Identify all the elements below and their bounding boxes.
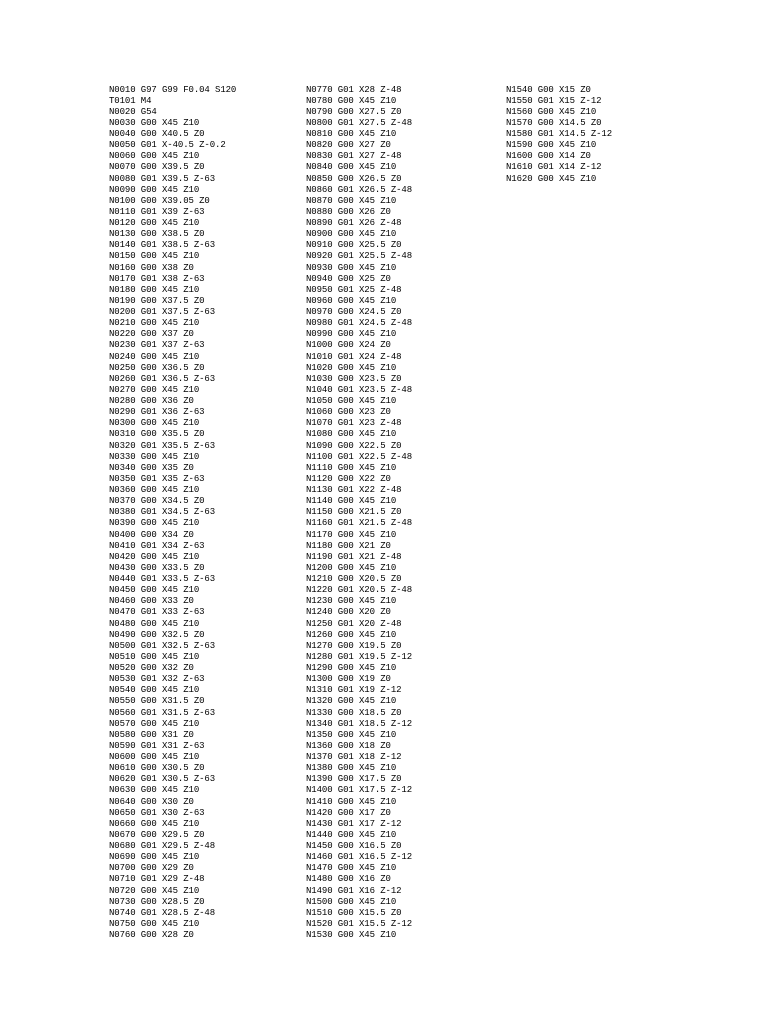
code-line: N0600 G00 X45 Z10 (109, 752, 200, 762)
code-line: N0730 G00 X28.5 Z0 (109, 896, 205, 907)
code-line: N0070 G00 X39.5 Z0 (109, 162, 205, 173)
code-line: N0880 G00 X26 Z0 (306, 206, 391, 217)
code-line: N0320 G01 X35.5 Z-63 (109, 440, 216, 451)
code-line: N0300 G00 X45 Z10 (109, 418, 200, 429)
code-line: N0640 G00 X30 Z0 (109, 796, 194, 807)
code-line: N1150 G00 X21.5 Z0 (306, 507, 402, 518)
code-line: N1120 G00 X22 Z0 (306, 473, 391, 484)
code-line: N0050 G01 X-40.5 Z-0.2 (109, 140, 226, 151)
code-line: N1440 G00 X45 Z10 (306, 829, 397, 840)
code-line: N1010 G01 X24 Z-48 (306, 351, 402, 362)
code-line: N1560 G00 X45 Z10 (506, 106, 597, 117)
code-line: N0020 G54 (109, 106, 157, 117)
code-line: N0830 G01 X27 Z-48 (306, 151, 402, 162)
code-line: N1170 G00 X45 Z10 (306, 529, 397, 540)
code-line: N0120 G00 X45 Z10 (109, 218, 200, 228)
code-line: N0060 G00 X45 Z10 (109, 151, 200, 162)
code-line: N0150 G00 X45 Z10 (109, 251, 200, 262)
code-line: N0160 G00 X38 Z0 (109, 262, 194, 273)
code-line: N1210 G00 X20.5 Z0 (306, 574, 402, 584)
code-line: N1130 G01 X22 Z-48 (306, 485, 402, 495)
code-line: N1430 G01 X17 Z-12 (306, 818, 402, 829)
code-line: N0630 G00 X45 Z10 (109, 785, 200, 796)
code-line: N0790 G00 X27.5 Z0 (306, 106, 402, 117)
code-line: N0940 G00 X25 Z0 (306, 273, 391, 284)
code-line: N0590 G01 X31 Z-63 (109, 740, 205, 751)
code-line: N0980 G01 X24.5 Z-48 (306, 318, 413, 329)
code-line: N1600 G00 X14 Z0 (506, 151, 591, 162)
code-line: N1580 G01 X14.5 Z-12 (506, 129, 613, 139)
code-line: N0970 G00 X24.5 Z0 (306, 307, 402, 317)
code-line: N0470 G01 X33 Z-63 (109, 607, 205, 618)
code-line: N0530 G01 X32 Z-63 (109, 674, 205, 685)
code-line: N1020 G00 X45 Z10 (306, 362, 397, 373)
code-line: N0550 G00 X31.5 Z0 (109, 696, 205, 707)
code-line: N0310 G00 X35.5 Z0 (109, 429, 205, 440)
code-line: N0820 G00 X27 Z0 (306, 140, 391, 151)
code-line: N0040 G00 X40.5 Z0 (109, 129, 205, 139)
code-line: N0990 G00 X45 Z10 (306, 329, 397, 340)
code-line: N0240 G00 X45 Z10 (109, 351, 200, 362)
code-line: N0450 G00 X45 Z10 (109, 585, 200, 596)
code-line: N1030 G00 X23.5 Z0 (306, 373, 402, 384)
code-line: N0860 G01 X26.5 Z-48 (306, 184, 413, 195)
code-line: N0710 G01 X29 Z-48 (109, 874, 205, 885)
code-line: N0890 G01 X26 Z-48 (306, 218, 402, 228)
code-line: N0030 G00 X45 Z10 (109, 117, 200, 128)
code-line: N1110 G00 X45 Z10 (306, 462, 397, 473)
code-line: N0340 G00 X35 Z0 (109, 462, 194, 473)
code-line: N0900 G00 X45 Z10 (306, 229, 397, 240)
code-line: N1280 G01 X19.5 Z-12 (306, 651, 413, 662)
code-line: N0170 G01 X38 Z-63 (109, 273, 205, 284)
code-line: N0810 G00 X45 Z10 (306, 129, 397, 139)
code-line: N0540 G00 X45 Z10 (109, 685, 200, 696)
code-line: N1340 G01 X18.5 Z-12 (306, 718, 413, 729)
code-line: N0670 G00 X29.5 Z0 (109, 829, 205, 840)
code-line: N0140 G01 X38.5 Z-63 (109, 240, 216, 251)
code-line: N1240 G00 X20 Z0 (306, 607, 391, 618)
code-line: N0910 G00 X25.5 Z0 (306, 240, 402, 251)
code-line: N0510 G00 X45 Z10 (109, 651, 200, 662)
code-line: N0660 G00 X45 Z10 (109, 818, 200, 829)
code-line: N0560 G01 X31.5 Z-63 (109, 707, 216, 718)
code-line: N1100 G01 X22.5 Z-48 (306, 451, 413, 462)
code-line: N1460 G01 X16.5 Z-12 (306, 852, 413, 863)
code-line: N1500 G00 X45 Z10 (306, 896, 397, 907)
code-line: N0270 G00 X45 Z10 (109, 384, 200, 395)
code-line: N1070 G01 X23 Z-48 (306, 418, 402, 429)
code-line: N0650 G01 X30 Z-63 (109, 807, 205, 818)
code-line: N1040 G01 X23.5 Z-48 (306, 384, 413, 395)
code-line: N1470 G00 X45 Z10 (306, 863, 397, 874)
code-line: N1250 G01 X20 Z-48 (306, 618, 402, 629)
code-line: N1540 G00 X15 Z0 (506, 84, 591, 95)
code-line: N1000 G00 X24 Z0 (306, 340, 391, 351)
code-line: N1390 G00 X17.5 Z0 (306, 774, 402, 785)
code-line: N0420 G00 X45 Z10 (109, 551, 200, 562)
code-line: N0290 G01 X36 Z-63 (109, 407, 205, 418)
code-line: N0080 G01 X39.5 Z-63 (109, 173, 216, 184)
code-line: N1060 G00 X23 Z0 (306, 407, 391, 418)
code-line: N0740 G01 X28.5 Z-48 (109, 907, 216, 918)
code-line: N0720 G00 X45 Z10 (109, 885, 200, 896)
code-line: N0390 G00 X45 Z10 (109, 518, 200, 529)
code-line: N0220 G00 X37 Z0 (109, 329, 194, 340)
code-line: N0960 G00 X45 Z10 (306, 295, 397, 306)
code-line: N0780 G00 X45 Z10 (306, 95, 397, 106)
code-column-2 (306, 85, 412, 942)
code-line: N0100 G00 X39.05 Z0 (109, 195, 210, 206)
code-line: N1330 G00 X18.5 Z0 (306, 707, 402, 718)
code-line: N0260 G01 X36.5 Z-63 (109, 373, 216, 384)
code-line: N0760 G00 X28 Z0 (109, 930, 194, 940)
code-line: N1300 G00 X19 Z0 (306, 674, 391, 685)
code-line: N1090 G00 X22.5 Z0 (306, 440, 402, 451)
code-line: N0370 G00 X34.5 Z0 (109, 496, 205, 507)
code-line: N0700 G00 X29 Z0 (109, 863, 194, 874)
code-line: N1260 G00 X45 Z10 (306, 629, 397, 640)
code-line: N0230 G01 X37 Z-63 (109, 340, 205, 351)
code-line: N1410 G00 X45 Z10 (306, 796, 397, 807)
code-line: N1380 G00 X45 Z10 (306, 763, 397, 774)
code-line: N1180 G00 X21 Z0 (306, 540, 391, 551)
code-line: N1550 G01 X15 Z-12 (506, 95, 602, 106)
code-line: N0690 G00 X45 Z10 (109, 852, 200, 863)
code-line: N0250 G00 X36.5 Z0 (109, 362, 205, 373)
code-column-1 (109, 85, 236, 942)
code-line: N1160 G01 X21.5 Z-48 (306, 518, 413, 529)
code-line: N1480 G00 X16 Z0 (306, 874, 391, 885)
code-line: N1590 G00 X45 Z10 (506, 140, 597, 151)
code-line: N0190 G00 X37.5 Z0 (109, 295, 205, 306)
code-line: N1320 G00 X45 Z10 (306, 696, 397, 707)
code-line: N1220 G01 X20.5 Z-48 (306, 585, 413, 596)
code-line: N0610 G00 X30.5 Z0 (109, 763, 205, 774)
code-column-3 (506, 85, 612, 185)
code-line: N1270 G00 X19.5 Z0 (306, 640, 402, 651)
code-line: N0840 G00 X45 Z10 (306, 162, 397, 173)
code-line: N1050 G00 X45 Z10 (306, 396, 397, 406)
code-line: N0950 G01 X25 Z-48 (306, 284, 402, 295)
code-line: N0870 G00 X45 Z10 (306, 195, 397, 206)
code-line: N1620 G00 X45 Z10 (506, 173, 597, 184)
code-line: N1520 G01 X15.5 Z-12 (306, 918, 413, 929)
code-line: N1370 G01 X18 Z-12 (306, 752, 402, 762)
code-line: N1510 G00 X15.5 Z0 (306, 907, 402, 918)
code-line: N1230 G00 X45 Z10 (306, 596, 397, 607)
code-line: N0490 G00 X32.5 Z0 (109, 629, 205, 640)
code-line: N0570 G00 X45 Z10 (109, 718, 200, 729)
code-line: N0440 G01 X33.5 Z-63 (109, 574, 216, 584)
code-line: T0101 M4 (109, 95, 152, 106)
code-line: N0400 G00 X34 Z0 (109, 529, 194, 540)
code-line: N0380 G01 X34.5 Z-63 (109, 507, 216, 518)
code-line: N1310 G01 X19 Z-12 (306, 685, 402, 696)
code-line: N0010 G97 G99 F0.04 S120 (109, 84, 237, 95)
code-line: N0800 G01 X27.5 Z-48 (306, 117, 413, 128)
code-line: N0500 G01 X32.5 Z-63 (109, 640, 216, 651)
code-line: N1350 G00 X45 Z10 (306, 729, 397, 740)
code-line: N0850 G00 X26.5 Z0 (306, 173, 402, 184)
code-line: N1080 G00 X45 Z10 (306, 429, 397, 440)
code-line: N0930 G00 X45 Z10 (306, 262, 397, 273)
code-line: N0520 G00 X32 Z0 (109, 663, 194, 673)
code-line: N1450 G00 X16.5 Z0 (306, 841, 402, 851)
code-line: N0410 G01 X34 Z-63 (109, 540, 205, 551)
code-line: N0130 G00 X38.5 Z0 (109, 229, 205, 240)
code-line: N1490 G01 X16 Z-12 (306, 885, 402, 896)
code-line: N0460 G00 X33 Z0 (109, 596, 194, 607)
code-line: N1200 G00 X45 Z10 (306, 562, 397, 573)
code-line: N1140 G00 X45 Z10 (306, 496, 397, 507)
code-line: N1570 G00 X14.5 Z0 (506, 117, 602, 128)
code-line: N1420 G00 X17 Z0 (306, 807, 391, 818)
code-line: N0090 G00 X45 Z10 (109, 184, 200, 195)
code-line: N1610 G01 X14 Z-12 (506, 162, 602, 173)
code-line: N1290 G00 X45 Z10 (306, 663, 397, 673)
code-line: N1400 G01 X17.5 Z-12 (306, 785, 413, 796)
code-line: N0200 G01 X37.5 Z-63 (109, 307, 216, 317)
code-line: N0180 G00 X45 Z10 (109, 284, 200, 295)
code-line: N0920 G01 X25.5 Z-48 (306, 251, 413, 262)
code-line: N0620 G01 X30.5 Z-63 (109, 774, 216, 785)
code-line: N0680 G01 X29.5 Z-48 (109, 841, 216, 851)
code-line: N0430 G00 X33.5 Z0 (109, 562, 205, 573)
code-line: N0770 G01 X28 Z-48 (306, 84, 402, 95)
code-line: N0750 G00 X45 Z10 (109, 918, 200, 929)
code-line: N0330 G00 X45 Z10 (109, 451, 200, 462)
code-line: N1530 G00 X45 Z10 (306, 930, 397, 940)
code-line: N0110 G01 X39 Z-63 (109, 206, 205, 217)
code-line: N1190 G01 X21 Z-48 (306, 551, 402, 562)
code-line: N0280 G00 X36 Z0 (109, 396, 194, 406)
code-line: N0580 G00 X31 Z0 (109, 729, 194, 740)
code-line: N0210 G00 X45 Z10 (109, 318, 200, 329)
code-line: N1360 G00 X18 Z0 (306, 740, 391, 751)
code-line: N0480 G00 X45 Z10 (109, 618, 200, 629)
code-line: N0350 G01 X35 Z-63 (109, 473, 205, 484)
code-line: N0360 G00 X45 Z10 (109, 485, 200, 495)
